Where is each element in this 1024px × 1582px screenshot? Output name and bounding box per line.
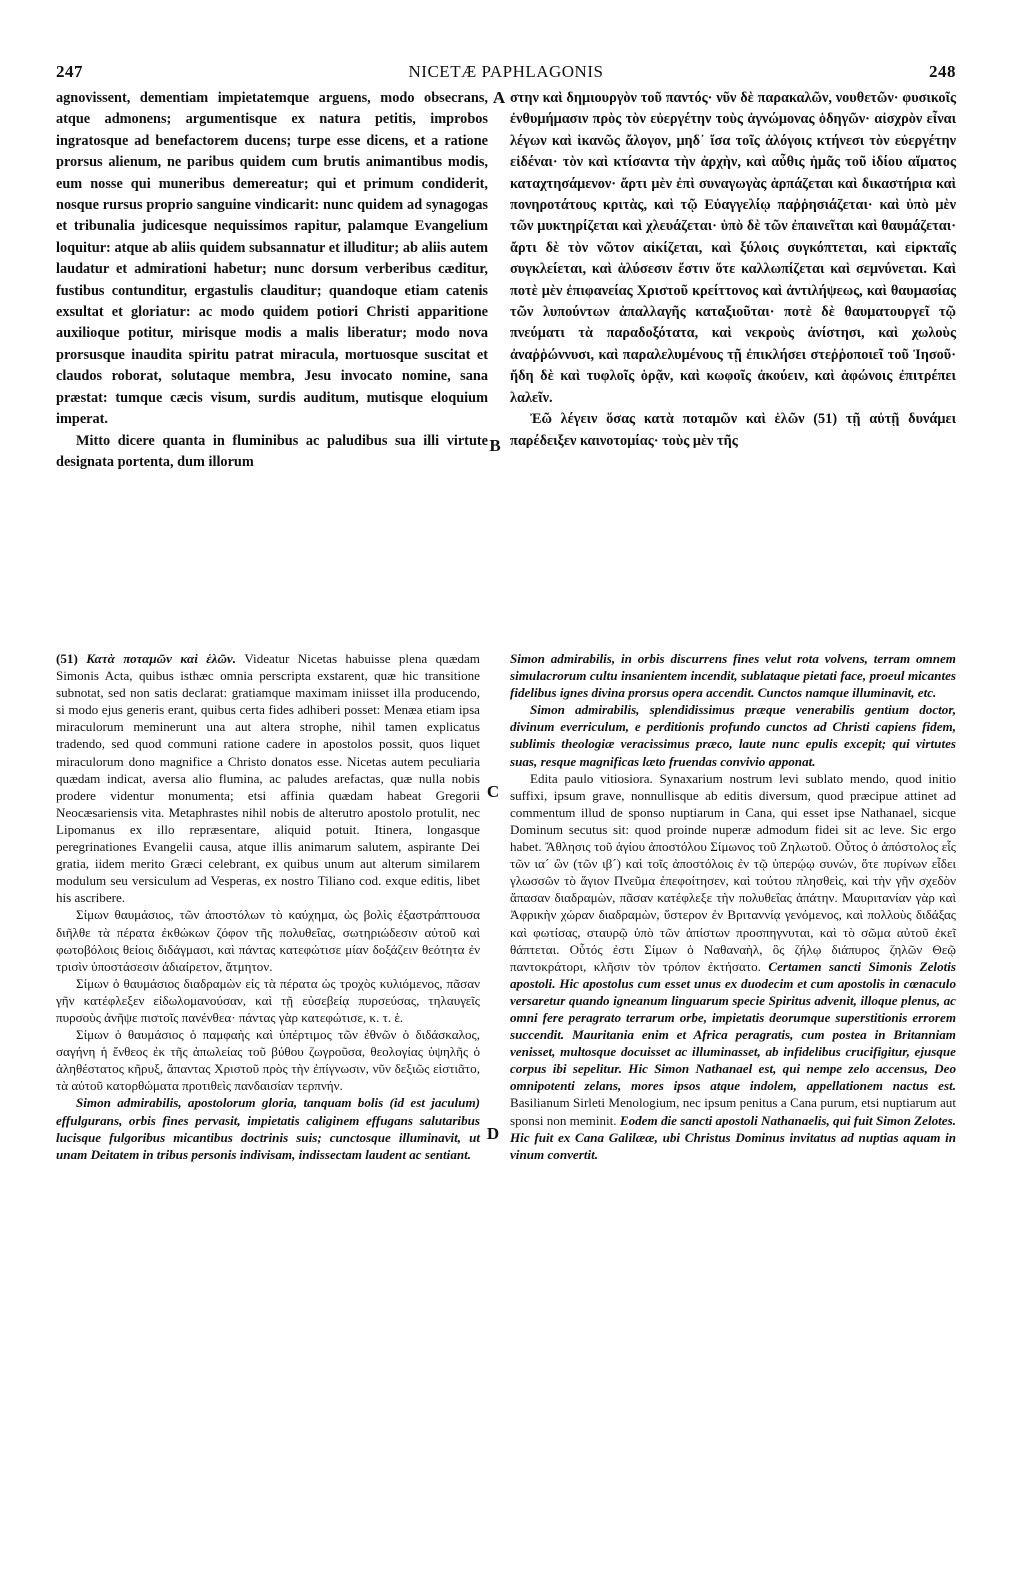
marker-b: B [489, 436, 501, 455]
footnote-text: Videatur Nicetas habuisse plena quædam Simonis Acta, quibus isthæc omnia perscripta exstarent, quæ hic transitione subnotat, sed non satis declarat: gratiamque maximam iniisset illa producendo, si modo ejus generis erant, quibus certa fides adhiberi posset: Menæa etiam ipsa miraculorum meminerunt una aut altera strophe, nihil tamen explicatus tradendo, sed quod communi ratione cadere in apostolos possit, quos liquet miraculorum dono magnifice a Christo donatos esse. Nicetas autem peculiaria quædam indicat, aversa alio flumina, ac paludes arefactas, quæ nulla nobis prodere videntur monumenta; etsi affinia quædam habeat Gregorii Neocæsariensis vita. Metaphrastes nihil nobis de alterutro apostolo protulit, nec Lipomanus ex illo repræsentare, aliquid potuit. Itinera, longasque peregrinationes Evangelii causa, atque illis animarum salutem, aspirante Dei gratia, iidem merito Græci celebrant, ex quibus unum aut alterum similarem modulum seu versiculum ad Vesperas, ex nostro Tiliano cod. exque editis, libet his ascribere. [56, 651, 480, 906]
footnote-lemma: Κατὰ ποταμῶν καὶ ἑλῶν. [86, 651, 237, 666]
greek-hymn: Σίμων ὁ θαυμάσιος ὁ παμφαὴς καὶ ὑπέρτιμος τῶν ἐθνῶν ὁ διδάσκαλος, σαγήνη ἡ ἔνθεος ἐκ τῆς ἀπωλείας τοῦ βύθου ζωγροῦσα, θεολογίας ὑψηλῆς ὁ ἀληθέστατος κῆρυξ, ἅπαντας Χριστοῦ πρὸς τὴν ἐπίγνωσιν, νῦν δεξιῶς εἱστιᾶτο, τὰ αὐτοῦ κατορθώματα προτιθεὶς πανδαισίαν τερπνήν. [56, 1027, 480, 1094]
running-title: NICETÆ PAPHLAGONIS [408, 62, 604, 81]
latin-paragraph: Mitto dicere quanta in fluminibus ac paludibus sua illi virtute designata portenta, dum illorum [56, 432, 488, 470]
marker-a: A [492, 88, 506, 107]
latin-hymn-translation: Simon admirabilis, splendidissimus præque venerabilis gentium doctor, divinum everriculum, e perditionis profundo cunctos ad Christi capiens fidem, sublimis theologiæ veracissimus præco, laute nunc epulis excepit; qui virtutes suas, resque magnificas læto fruendas convivio apponat. [510, 702, 956, 769]
footnote-number: (51) [56, 651, 78, 666]
marker-d: D [486, 1124, 500, 1143]
latin-paragraph: agnovissent, dementiam impietatemque arguens, modo obsecrans, atque admonens; argumentisque ex natura petitis, improbos ingratosque ad benefactorem ducens; turpe esse dicens, et a ratione prorsus alienum, ne paribus quidem cum brutis animantibus modis, eum nosse qui muneribus demereatur; qui et primum condiderit, nosque rursus proprio sanguine vindicarit: nunc quidem ad synagogas et tribunalia judicesque nequissimos rapitur, palamque Evangelium loquitur: atque ab aliis quidem subsannatur et illuditur; ab aliis autem laudatur et admirationi habetur; nunc dorsum verberibus cæditur, fustibus contunditur, ergastulis clauditur; quandoque etiam catenis exsultat et gloriatur: ac modo quidem potiori Christi apparitione auxilioque potitur, mirisque modis a malis liberatur; modo nova prorsusque inaudita spiritu patrat miracula, mortuosque suscitat et claudos roborat, solutaque membra, Jesu invocato nomine, sana præstat: tumque cæcis visum, surdis auditum, mutisque eloquium imperat. [56, 90, 488, 428]
latin-hymn-translation: Simon admirabilis, apostolorum gloria, tanquam bolis (id est jaculum) effulgurans, orbis fines pervasit, impietatis caliginem effugans salutaribus lucisque fulgoribus micantibus doctrinis suis; cunctosque illuminavit, ut unam Deitatem in tribus personis indivisam, indissectam laudent ac sentiant. [56, 1095, 480, 1162]
footnote-paragraph [56, 650, 480, 906]
greek-paragraph: Ἐῶ λέγειν ὅσας κατὰ ποταμῶν καὶ ἑλῶν (51) τῇ αὐτῇ δυνάμει παρέδειξεν καινοτομίας· τοὺς μὲν τῆς [510, 411, 956, 449]
footnote-text: Basilianum Sirleti Menologium, nec ipsum penitus a Cana purum, etsi nuptiarum aut sponsi non meminit. [510, 1095, 956, 1128]
latin-text-column [56, 88, 488, 632]
latin-translation: Certamen sancti Simonis Zelotis apostoli. Hic apostolus cum esset unus ex duodecim et cum apostolis in cœnaculo versaretur quando igneanum linguarum specie Spiritus advenit, illoque plenus, ac omni fere peragrato terrarum orbe, impietatis deorumque superstitionis errorem succendit. Mauritania enim et Africa peragratis, cum postea in Britanniam venisset, multosque docuisset ac illuminasset, ab infidelibus crucifigitur, ejusque corpus ibi sepelitur. Hic Simon Nathanael est, qui nempe zelo accensus, Deo omnipotenti zelans, mores ipsos atque indolem, appellationem nactus est. [510, 958, 956, 1094]
greek-text-column [510, 88, 956, 632]
footnote-column-left [56, 650, 480, 1530]
running-header [56, 62, 956, 84]
latin-translation: Eodem die sancti apostoli Nathanaelis, qui fuit Simon Zelotes. Hic fuit ex Cana Galilææ, ubi Christus Dominus invitatus ad nuptias aquam in vinum convertit. [510, 1112, 956, 1162]
footnote-paragraph [510, 770, 956, 1163]
greek-hymn: Σίμων θαυμάσιος, τῶν ἀποστόλων τὸ καύχημα, ὡς βολὶς ἐξαστράπτουσα διῆλθε τὰ πέρατα ἐκθώκων ζόφον τῆς πολυθεΐας, σωτηριώδεσιν αὐτοῦ καὶ φωτοβόλοις θείοις διδάγμασι, καὶ πάντας κατεφώτισε μίαν δοξάζειν θεότητα ἐν τρισὶν ὑποστάσεσιν ἀδιαίρετον, ἄτμητον. [56, 907, 480, 974]
page-number-right: 248 [929, 62, 956, 81]
latin-hymn-translation: Simon admirabilis, in orbis discurrens fines velut rota volvens, terram omnem simulacrorum cultu insanientem incendit, sublataque pietati face, proeul micantes fidelibus ignes divina prorsus opera accendit. Cunctos namque illuminavit, etc. [510, 651, 956, 701]
greek-paragraph: στην καὶ δημιουργὸν τοῦ παντός· νῦν δὲ παρακαλῶν, νουθετῶν· φυσικοῖς ἐνθυμήμασιν πρὸς τὸν εὐεργέτην τοὺς ἀγνώμονας ὁδηγῶν· αἰσχρὸν εἶναι λέγων καὶ ἱκανῶς ἄλογον, μηδ᾽ ἴσα τοῖς ἀλόγοις κτήνεσι τὸν εὐεργέτην εἰδέναι· τὸν καὶ κτίσαντα τὴν ἀρχὴν, καὶ αὖθις ἡμᾶς τοῦ ἰδίου αἵματος καταχτησάμενον· ἄρτι μὲν ἐπὶ συναγωγὰς ἁρπάζεται καὶ δικαστήρια καὶ πονηροτάτους κριτὰς, καὶ τῷ Εὐαγγελίῳ παῤῥησιάζεται· καὶ ὑπὸ μὲν τῶν μυκτηρίζεται καὶ χλευάζεται· ὑπὸ δὲ τῶν ἐπαινεῖται καὶ θαυμάζεται· ἄρτι δὲ τὸν νῶτον αἰκίζεται, καὶ ξύλοις συγκόπτεται, καὶ εἱρκταῖς συγκλείεται, καὶ ἁλύσεσιν ἔστιν ὅτε καλλωπίζεται καὶ σεμνύνεται. Καὶ ποτὲ μὲν ἐπιφανείας Χριστοῦ κρείττονος καὶ ἀντιλήψεως, καὶ θαυμασίας τῶν λυπούντων ἀπαλλαγῆς καταξιοῦται· ποτὲ δὲ θαυματουργεῖ τῷ πνεύματι τὰ παραδοξότατα, καὶ νεκροὺς ἀνίστησι, καὶ χωλοὺς ἀναῤῥώννυσι, καὶ παραλελυμένους τῇ ἐπικλήσει στεῤῥοποιεῖ τοῦ Ἰησοῦ· ἤδη δὲ καὶ τυφλοῖς ὁρᾷν, καὶ κωφοῖς ἀκούειν, καὶ ἀφώνοις ἐπιτρέπει λαλεῖν. [510, 90, 956, 406]
footnote-column-right [510, 650, 956, 1530]
greek-hymn: Σίμων ὁ θαυμάσιος διαδραμὼν εἰς τὰ πέρατα ὡς τροχὸς κυλιόμενος, πᾶσαν γῆν κατέφλεξεν εἰδωλομανούσαν, καὶ τῇ εὐσεβείᾳ πυρσεύσας, τηλαυγεῖς πυρσοὺς ἀνῆψε πιστοῖς πανένθεα· πάντας γὰρ κατεφώτισε, κ. τ. ἑ. [56, 975, 480, 1025]
footnote-text: Edita paulo vitiosiora. Synaxarium nostrum levi sublato mendo, quod initio suffixi, ipsum grave, nonnullisque ab editis diversum, quod præcipue attinet ad commentum illud de sponso nuptiarum in Cana, qui esset ipse Nathanael, sicque Dominum secutus sit: quod proinde nuperæ admodum fidei sit ac leve. Sic ergo habet. Ἄθλησις τοῦ ἁγίου ἀποστόλου Σίμωνος τοῦ Ζηλωτοῦ. Οὗτος ὁ ἀπόστολος εἷς τῶν ια´ ὢν (τῶν ιβ´) καὶ τοῖς ἀποστόλοις ἐν τῷ ὑπερῴῳ συνών, ὅτε πυρίνων εἶδει γλωσσῶν τὸ ἅγιον Πνεῦμα ἐπεφοίτησεν, καὶ τούτου πλησθεὶς, καὶ τὴν γῆν σχεδὸν ἅπασαν διαδραμὼν, πᾶσαν κατέφλεξε τὴν πολυθεΐας ἀπάτην. Μαυριτανίαν γὰρ καὶ Ἀφρικὴν χώραν διαδραμὼν, ὕστερον ἐν Βριταννίᾳ γενόμενος, καὶ πολλοὺς διδάξας καὶ φωτίσας, σταυρῷ ὑπὸ τῶν ἀπίστων προσπηγνυται, καὶ τὸ σῶμα αὐτοῦ ἐκεῖ θάπτεται. Οὗτός ἐστι Σίμων ὁ Ναθαναὴλ, ὃς ζήλῳ διάπυρος ζηλῶν Θεῷ παντοκράτορι, κλῆσιν τὸν τρόπον ἐκτήσατο. [510, 770, 956, 974]
page-number-left: 247 [56, 62, 83, 81]
marker-c: C [486, 782, 500, 801]
